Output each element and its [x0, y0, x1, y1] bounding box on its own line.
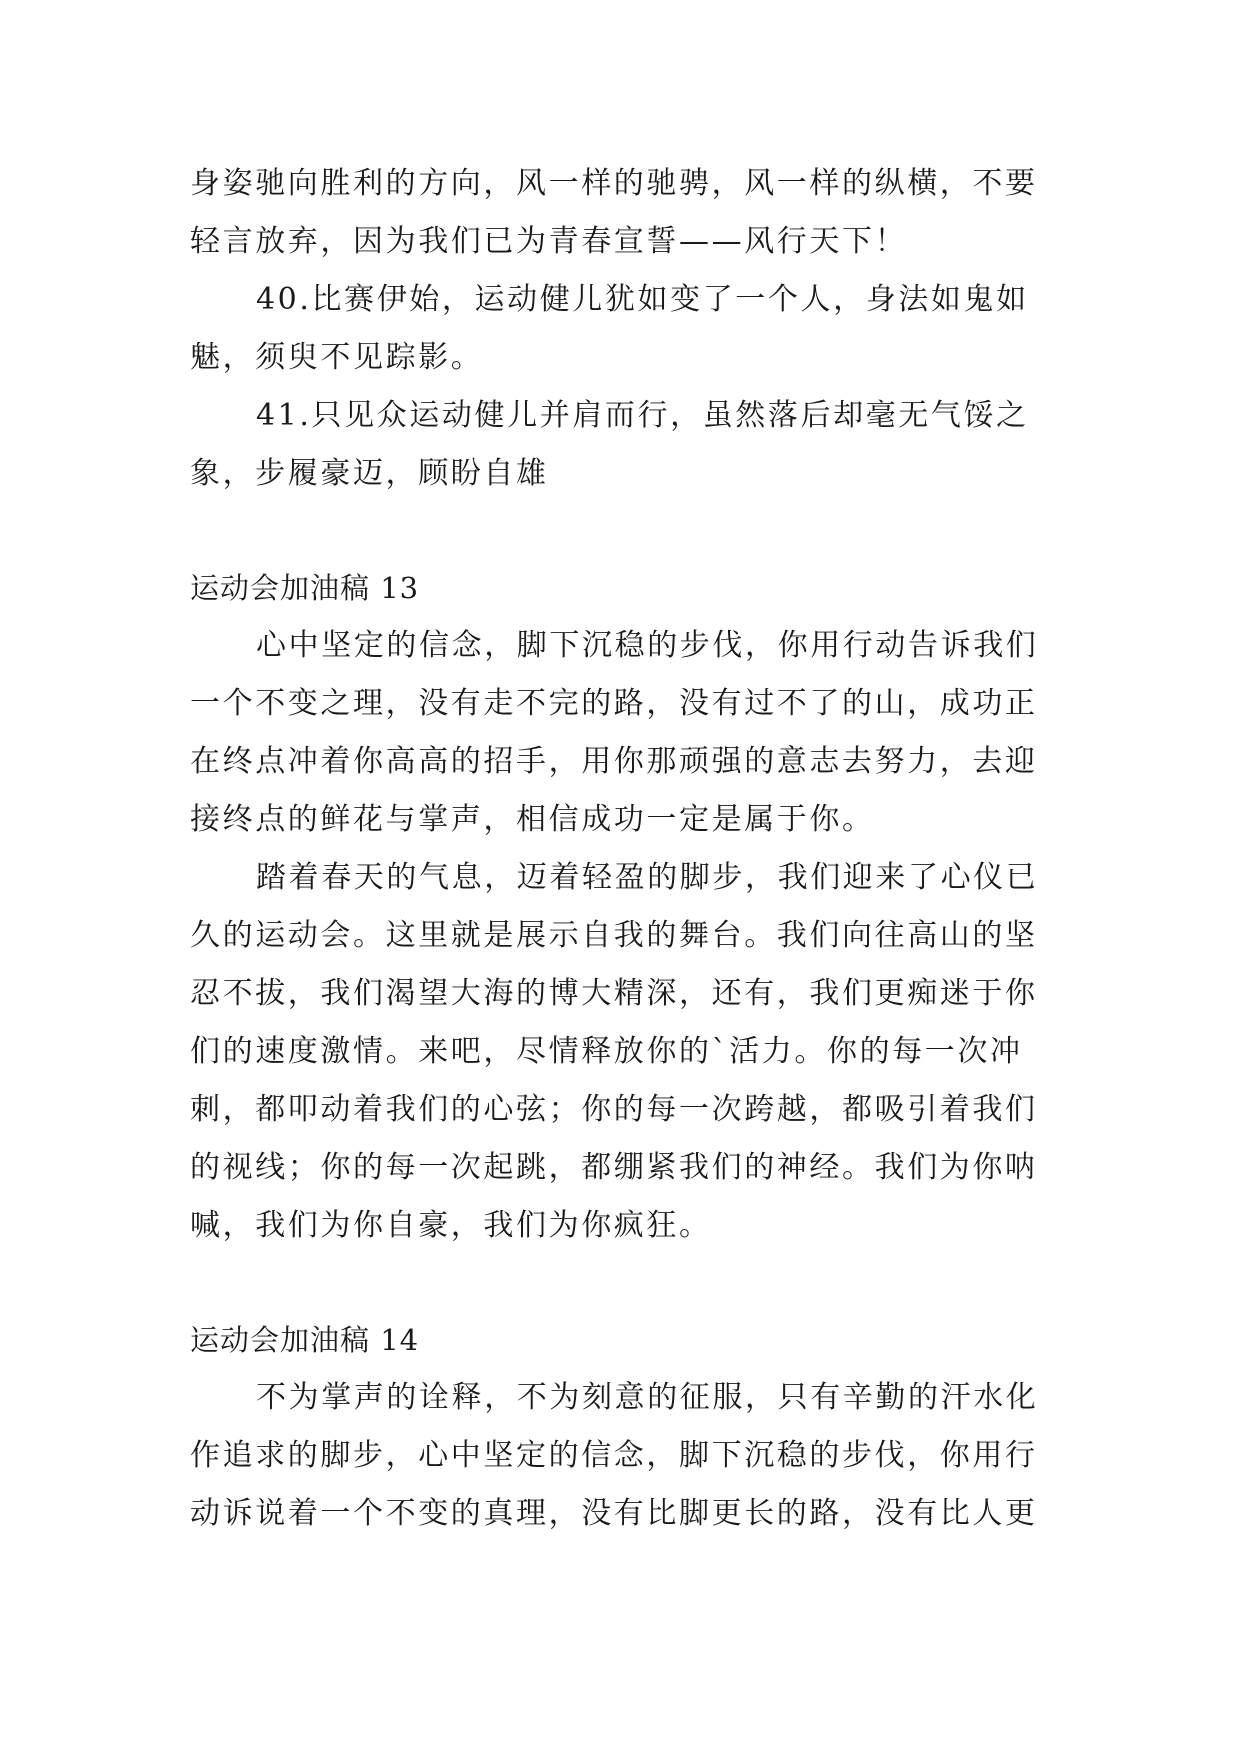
paragraph	[190, 617, 1052, 849]
section-13	[190, 559, 1052, 1255]
document-body	[190, 155, 1052, 1543]
section-heading: 运动会加油稿 14	[190, 1323, 420, 1357]
text-line: 的视线；你的每一次起跳，都绷紧我们的神经。我们为你呐	[190, 1150, 1038, 1185]
text-line: 喊，我们为你自豪，我们为你疯狂。	[190, 1208, 712, 1243]
text-line: 轻言放弃，因为我们已为青春宣誓——风行天下！	[190, 224, 908, 259]
text-line: 踏着春天的气息，迈着轻盈的脚步，我们迎来了心仪已	[256, 860, 1039, 895]
text-line: 魅，须臾不见踪影。	[190, 340, 484, 375]
paragraph-item-40	[190, 271, 1052, 387]
paragraph	[190, 1369, 1052, 1543]
text-line: 心中坚定的信念，脚下沉稳的步伐，你用行动告诉我们	[256, 628, 1039, 663]
text-line: 象，步履豪迈，顾盼自雄	[190, 456, 549, 491]
text-line: 们的速度激情。来吧，尽情释放你的`活力。你的每一次冲	[190, 1034, 1023, 1069]
section-14	[190, 1311, 1052, 1543]
text-line: 忍不拔，我们渴望大海的博大精深，还有，我们更痴迷于你	[190, 976, 1038, 1011]
text-line: 身姿驰向胜利的方向，风一样的驰骋，风一样的纵横，不要	[190, 166, 1038, 201]
text-line: 刺，都叩动着我们的心弦；你的每一次跨越，都吸引着我们	[190, 1092, 1038, 1127]
text-line: 不为掌声的诠释，不为刻意的征服，只有辛勤的汗水化	[256, 1380, 1039, 1415]
section-heading: 运动会加油稿 13	[190, 571, 420, 605]
text-line: 久的运动会。这里就是展示自我的舞台。我们向往高山的坚	[190, 918, 1038, 953]
text-line: 接终点的鲜花与掌声，相信成功一定是属于你。	[190, 802, 875, 837]
text-line: 一个不变之理，没有走不完的路，没有过不了的山，成功正	[190, 686, 1038, 721]
paragraph-item-41	[190, 387, 1052, 503]
text-line: 在终点冲着你高高的招手，用你那顽强的意志去努力，去迎	[190, 744, 1038, 779]
text-line: 41.只见众运动健儿并肩而行，虽然落后却毫无气馁之	[256, 398, 1029, 433]
paragraph	[190, 849, 1052, 1255]
paragraph-continued	[190, 155, 1052, 271]
text-line: 作追求的脚步，心中坚定的信念，脚下沉稳的步伐，你用行	[190, 1438, 1038, 1473]
text-line: 动诉说着一个不变的真理，没有比脚更长的路，没有比人更	[190, 1496, 1038, 1531]
text-line: 40.比赛伊始，运动健儿犹如变了一个人，身法如鬼如	[256, 282, 1029, 317]
